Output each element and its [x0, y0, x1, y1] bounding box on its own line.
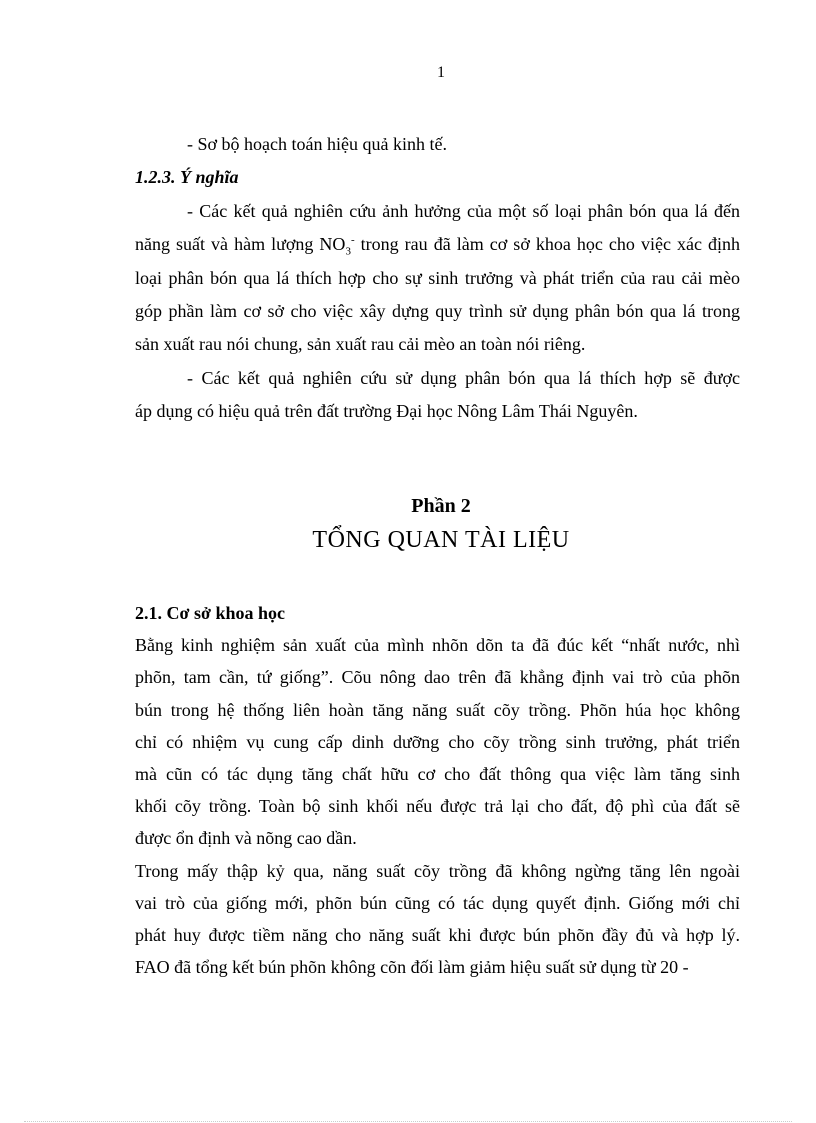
para1-line3: loại phân bón qua lá thích hợp cho sự sinh trưởng và phát triển của rau cải mèo: [135, 267, 740, 288]
para1-line5: sản xuất rau nói chung, sản xuất rau cải mèo an toàn nói riêng.: [135, 334, 586, 355]
para1-line1: - Các kết quả nghiên cứu ảnh hưởng của một số loại phân bón qua lá đến: [187, 200, 740, 221]
bullet-economics: - Sơ bộ hoạch toán hiệu quả kinh tế.: [187, 134, 447, 154]
part-label: Phần 2: [411, 495, 471, 517]
no3-subscript: 3: [345, 245, 351, 258]
section-2-body: [135, 597, 740, 983]
para2-line2: áp dụng có hiệu quả trên đất trường Đại học Nông Lâm Thái Nguyên.: [135, 401, 638, 422]
s2-para1-line7: được ổn định và nõng cao dần.: [135, 828, 357, 849]
part-heading: [0, 492, 816, 560]
para2-line1: - Các kết quả nghiên cứu sử dụng phân bón qua lá thích hợp sẽ được: [187, 367, 740, 388]
part-title: TỔNG QUAN TÀI LIỆU: [312, 527, 570, 553]
s2-para1-line6: khối cõy trồng. Toàn bộ sinh khối nếu được trả lại cho đất, độ phì của đất sẽ: [135, 796, 740, 817]
para1-line2-pre: năng suất và hàm lượng NO: [135, 234, 346, 255]
s2-para2-line2: vai trò của giống mới, phõn bún cũng có tác dụng quyết định. Giống mới chỉ: [135, 892, 740, 913]
s2-para1-line1: Bằng kinh nghiệm sản xuất của mình nhõn dõn ta đã đúc kết “nhất nước, nhì: [135, 635, 740, 656]
page-bottom-rule: [24, 1121, 792, 1122]
page-number: 1: [437, 64, 445, 81]
s2-para2-line4: FAO đã tổng kết bún phõn không cõn đối làm giảm hiệu suất sử dụng từ 20 -: [135, 957, 689, 978]
para1-line4: góp phần làm cơ sở cho việc xây dựng quy trình sử dụng phân bón qua lá trong: [135, 300, 740, 321]
s2-para1-line2: phõn, tam cần, tứ giống”. Cõu nông dao trên đã khẳng định vai trò của phõn: [135, 667, 740, 688]
heading-significance: 1.2.3. Ý nghĩa: [135, 167, 239, 188]
s2-para1-line4: chỉ có nhiệm vụ cung cấp dinh dưỡng cho cõy trồng sinh trưởng, phát triển: [135, 731, 740, 752]
heading-scientific-basis: 2.1. Cơ sở khoa học: [135, 603, 285, 623]
s2-para2-line3: phát huy được tiềm năng cho năng suất khi được bún phõn đầy đủ và hợp lý.: [135, 924, 740, 945]
s2-para2-line1: Trong mấy thập kỷ qua, năng suất cõy trồng đã không ngừng tăng lên ngoài: [135, 860, 740, 881]
s2-para1-line3: bún trong hệ thống liên hoàn tăng năng suất cõy trồng. Phõn húa học không: [135, 699, 740, 720]
para1-line2: [135, 228, 740, 261]
section-1-body: [135, 128, 740, 429]
s2-para1-line5: mà cũn có tác dụng tăng chất hữu cơ cho đất thông qua việc làm tăng sinh: [135, 763, 740, 784]
para1-line2-post: trong rau đã làm cơ sở khoa học cho việc xác định: [354, 234, 740, 255]
no3-superscript: -: [350, 234, 355, 247]
